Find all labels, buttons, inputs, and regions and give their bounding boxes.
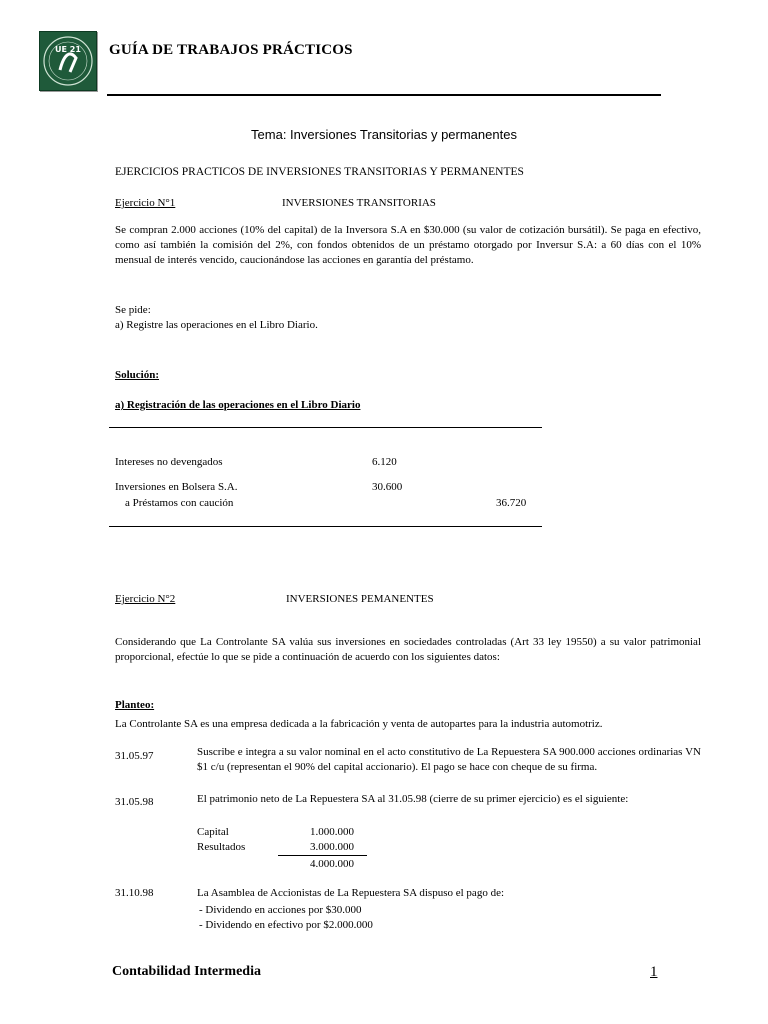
exercise-2-label: Ejercicio N°2 bbox=[115, 593, 176, 605]
journal-top-rule bbox=[109, 427, 542, 428]
planteo-text: La Controlante SA es una empresa dedicada a la fabricación y venta de autopartes para la industria automotriz. bbox=[115, 718, 603, 730]
event-text: El patrimonio neto de La Repuestera SA al 31.05.98 (cierre de su primer ejercicio) es el siguiente: bbox=[197, 793, 629, 805]
patrimonio-total: 4.000.000 bbox=[310, 858, 354, 870]
university-seal-icon bbox=[40, 32, 96, 90]
journal-account: Inversiones en Bolsera S.A. bbox=[115, 481, 238, 493]
page-number: 1 bbox=[650, 964, 658, 980]
journal-account: Intereses no devengados bbox=[115, 456, 223, 468]
patrimonio-value: 3.000.000 bbox=[310, 841, 354, 853]
journal-account: a Préstamos con caución bbox=[125, 497, 234, 509]
journal-credit: 36.720 bbox=[496, 497, 527, 509]
exercise-2-intro: Considerando que La Controlante SA valúa sus inversiones en sociedades controladas (Art 33 ley 19550) a su valor patrimonial proporcional, efectúe lo que se pide a continuación de acuerdo con los siguientes datos: bbox=[115, 636, 701, 663]
header-divider bbox=[107, 94, 661, 96]
footer-course-title: Contabilidad Intermedia bbox=[112, 964, 261, 979]
event-text: Suscribe e integra a su valor nominal en el acto constitutivo de La Repuestera SA 900.000 acciones ordinarias VN $1 c/u (representan el 90% del capital accionario). El pago se hace con cheque de su firma. bbox=[197, 746, 701, 773]
topic-title: Tema: Inversiones Transitorias y permanentes bbox=[251, 127, 517, 142]
journal-bottom-rule bbox=[109, 526, 542, 527]
journal-debit: 6.120 bbox=[372, 456, 397, 468]
exercise-1-label: Ejercicio N°1 bbox=[115, 197, 176, 209]
event-date: 31.10.98 bbox=[115, 887, 154, 899]
patrimonio-sum-rule bbox=[278, 855, 367, 856]
journal-heading: a) Registración de las operaciones en el Libro Diario bbox=[115, 399, 361, 411]
event-date: 31.05.97 bbox=[115, 750, 154, 762]
journal-debit: 30.600 bbox=[372, 481, 403, 493]
logo-text: UE 21 bbox=[55, 45, 81, 54]
solution-label: Solución: bbox=[115, 369, 160, 381]
patrimonio-label: Resultados bbox=[197, 841, 246, 853]
event-date: 31.05.98 bbox=[115, 796, 154, 808]
patrimonio-label: Capital bbox=[197, 826, 229, 838]
university-logo bbox=[39, 31, 97, 91]
exercise-1-item-a: a) Registre las operaciones en el Libro Diario. bbox=[115, 319, 318, 331]
patrimonio-value: 1.000.000 bbox=[310, 826, 354, 838]
section-title: EJERCICIOS PRACTICOS DE INVERSIONES TRANSITORIAS Y PERMANENTES bbox=[115, 166, 524, 178]
document-header-title: GUÍA DE TRABAJOS PRÁCTICOS bbox=[109, 42, 353, 58]
dividend-item: - Dividendo en efectivo por $2.000.000 bbox=[199, 919, 373, 931]
exercise-2-title: INVERSIONES PEMANENTES bbox=[286, 593, 434, 605]
event-text: La Asamblea de Accionistas de La Repuestera SA dispuso el pago de: bbox=[197, 887, 505, 899]
exercise-1-statement: Se compran 2.000 acciones (10% del capital) de la Inversora S.A en $30.000 (su valor de cotización bursátil). Se paga en efectivo, como así también la comisión del 2%, con fondos obtenidos de un préstamo otorgado por Inversur S.A: a 60 días con el 10% mensual de interés vencido, caucionándose las acciones en garantía del préstamo. bbox=[115, 224, 701, 266]
se-pide-label: Se pide: bbox=[115, 304, 151, 316]
planteo-label: Planteo: bbox=[115, 699, 155, 711]
dividend-item: - Dividendo en acciones por $30.000 bbox=[199, 904, 362, 916]
exercise-1-title: INVERSIONES TRANSITORIAS bbox=[282, 197, 436, 209]
